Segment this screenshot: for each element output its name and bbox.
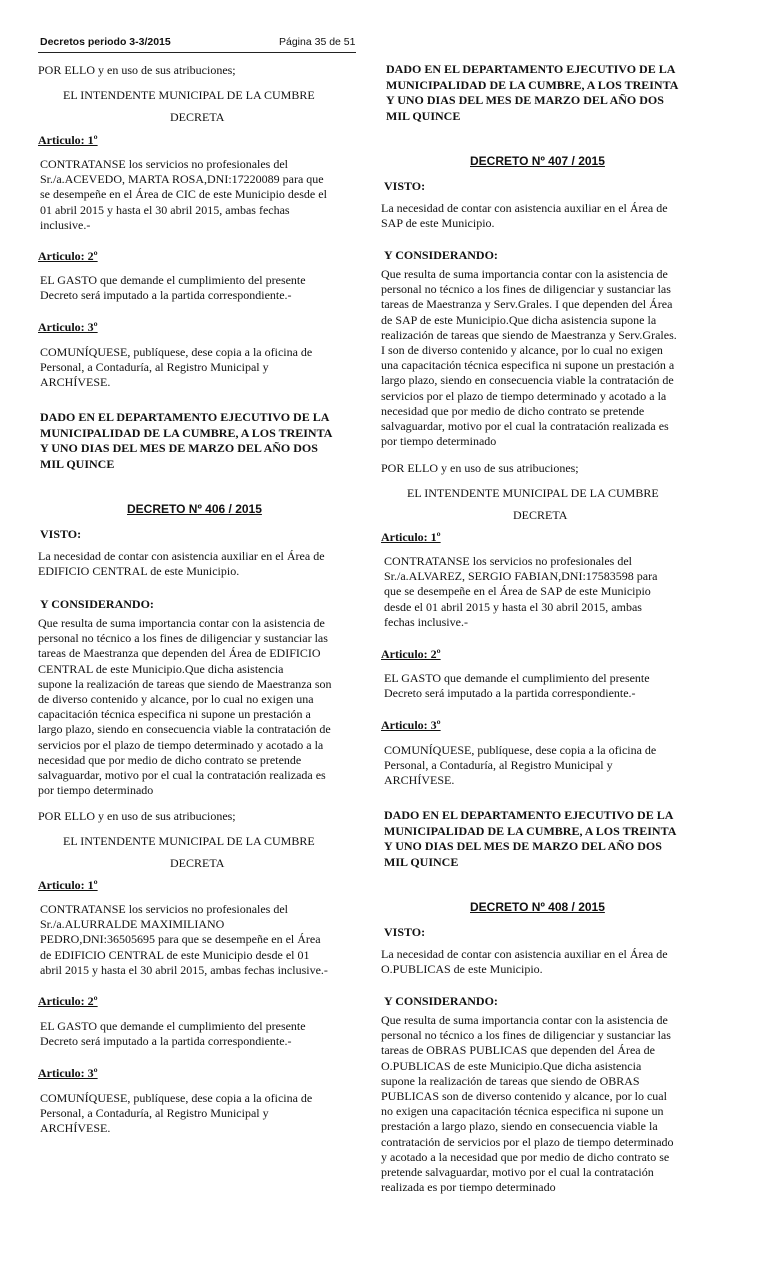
text-line: se desempeñe en el Área de CIC de este Municipio desde el: [40, 187, 327, 202]
text-line: EDIFICIO CENTRAL de este Municipio.: [38, 564, 240, 579]
text-line: DADO EN EL DEPARTAMENTO EJECUTIVO DE LA: [384, 808, 674, 822]
text-line: Personal, a Contaduría, al Registro Municipal y: [40, 360, 269, 375]
text-line: necesidad que por medio de dicho contrato se pretende: [38, 752, 302, 767]
text-line: La necesidad de contar con asistencia auxiliar en el Área de: [381, 947, 668, 961]
page-number: Página 35 de 51: [279, 36, 356, 48]
text-line: CONTRATANSE los servicios no profesionales del: [40, 902, 289, 916]
visto-label: VISTO:: [384, 179, 426, 193]
considerando-text: [381, 267, 677, 449]
article-1-label: Articulo: 1º: [381, 530, 441, 544]
page-header: [38, 35, 356, 53]
text-line: DADO EN EL DEPARTAMENTO EJECUTIVO DE LA: [40, 410, 330, 424]
text-line: largo plazo, siendo en consecuencia viable la contratación de: [381, 373, 674, 388]
article-1-text: [40, 157, 327, 233]
text-line: Y UNO DIAS DEL MES DE MARZO DEL AÑO DOS: [40, 441, 318, 455]
text-line: MIL QUINCE: [386, 108, 461, 123]
article-3-label: Articulo: 3º: [38, 1066, 98, 1080]
por-ello-text: POR ELLO y en uso de sus atribuciones;: [38, 809, 236, 823]
text-line: desde el 01 abril 2015 y hasta el 30 abril 2015, ambas: [384, 599, 642, 614]
text-line: La necesidad de contar con asistencia auxiliar en el Área de: [381, 201, 668, 215]
article-3-text: [40, 1091, 312, 1137]
text-line: tareas de OBRAS PUBLICAS que dependen del Área de: [381, 1043, 655, 1058]
considerando-text: [381, 1013, 674, 1195]
article-1-text: [384, 554, 657, 630]
text-line: tareas de Maestranza que dependen del Área de EDIFICIO: [38, 646, 321, 661]
dado-closing: [40, 410, 332, 472]
decreta-heading: DECRETA: [170, 110, 225, 124]
text-line: I son de diverso contenido y alcance, por lo cual no exigen: [381, 343, 663, 358]
text-line: Y UNO DIAS DEL MES DE MARZO DEL AÑO DOS: [384, 839, 662, 853]
text-line: EL GASTO que demande el cumplimiento del presente: [40, 1019, 306, 1033]
article-3-text: [384, 743, 656, 789]
text-line: prestación a largo plazo, siendo en consecuencia viable la: [381, 1119, 658, 1134]
article-2-text: [40, 273, 306, 303]
text-line: COMUNÍQUESE, publíquese, dese copia a la oficina de: [40, 345, 313, 359]
text-line: CENTRAL de este Municipio.Que dicha asistencia: [38, 661, 284, 676]
text-line: fechas inclusive.-: [384, 614, 468, 629]
text-line: PEDRO,DNI:36505695 para que se desempeñe en el Área: [40, 932, 321, 947]
text-line: capacitación técnica especifica ni supone un prestación a: [38, 707, 311, 722]
text-line: ARCHÍVESE.: [384, 773, 455, 788]
intendente-heading: EL INTENDENTE MUNICIPAL DE LA CUMBRE: [407, 486, 659, 500]
visto-label: VISTO:: [40, 527, 82, 541]
text-line: largo plazo, siendo en consecuencia viable la contratación de: [38, 722, 331, 737]
text-line: abril 2015 y hasta el 30 abril 2015, ambas fechas inclusive.-: [40, 962, 328, 977]
text-line: salvaguardar, motivo por el cual la contratación realizada es: [38, 768, 326, 783]
article-3-label: Articulo: 3º: [381, 718, 441, 732]
text-line: Decreto será imputado a la partida correspondiente.-: [40, 1034, 292, 1049]
text-line: CONTRATANSE los servicios no profesionales del: [40, 157, 289, 171]
article-1-label: Articulo: 1º: [38, 133, 98, 147]
text-line: no exigen una capacitación técnica especifica ni supone un: [381, 1104, 664, 1119]
article-2-label: Articulo: 2º: [38, 994, 98, 1008]
text-line: COMUNÍQUESE, publíquese, dese copia a la oficina de: [384, 743, 657, 757]
dado-closing: [384, 808, 676, 870]
text-line: MIL QUINCE: [384, 854, 459, 869]
visto-text: [38, 549, 325, 579]
intendente-heading: EL INTENDENTE MUNICIPAL DE LA CUMBRE: [63, 834, 315, 848]
decreta-heading: DECRETA: [170, 856, 225, 870]
text-line: y acotado a la necesidad que por medio de dicho contrato se: [381, 1149, 670, 1164]
article-3-text: [40, 345, 312, 391]
text-line: PUBLICAS son de diverso contenido y alcance, por lo cual: [381, 1089, 667, 1104]
article-1-text: [40, 902, 328, 978]
text-line: por tiempo determinado: [38, 783, 154, 798]
text-line: ARCHÍVESE.: [40, 1121, 111, 1136]
text-line: MIL QUINCE: [40, 456, 115, 471]
text-line: contratación de servicios por el plazo de tiempo determinado: [381, 1134, 674, 1149]
text-line: pretende salvaguardar, motivo por el cual la contratación: [381, 1165, 654, 1180]
text-line: de SAP de este Municipio.Que dicha asistencia supone la: [381, 312, 657, 327]
text-line: por tiempo determinado: [381, 434, 497, 449]
text-line: Sr./a.ALURRALDE MAXIMILIANO: [40, 917, 225, 932]
por-ello-text: POR ELLO y en uso de sus atribuciones;: [38, 63, 236, 77]
text-line: inclusive.-: [40, 217, 91, 232]
text-line: servicios por el plazo de tiempo determinado y acotado a la: [38, 737, 324, 752]
article-2-text: [384, 671, 650, 701]
text-line: DADO EN EL DEPARTAMENTO EJECUTIVO DE LA: [386, 62, 676, 76]
text-line: realizada es por tiempo determinado: [381, 1180, 556, 1195]
article-3-label: Articulo: 3º: [38, 320, 98, 334]
text-line: Que resulta de suma importancia contar con la asistencia de: [381, 267, 668, 281]
text-line: La necesidad de contar con asistencia auxiliar en el Área de: [38, 549, 325, 563]
text-line: supone la realización de tareas que siendo de OBRAS: [381, 1073, 640, 1088]
text-line: que se desempeñe en el Área de SAP de este Municipio: [384, 584, 651, 599]
article-2-label: Articulo: 2º: [381, 647, 441, 661]
decree-title: DECRETO Nº 406 / 2015: [127, 502, 262, 516]
visto-text: [381, 947, 668, 977]
document-title: Decretos periodo 3-3/2015: [40, 36, 171, 48]
text-line: EL GASTO que demande el cumplimiento del presente: [384, 671, 650, 685]
article-2-label: Articulo: 2º: [38, 249, 98, 263]
text-line: Que resulta de suma importancia contar con la asistencia de: [38, 616, 325, 630]
text-line: MUNICIPALIDAD DE LA CUMBRE, A LOS TREINTA: [40, 425, 333, 440]
decree-title: DECRETO Nº 407 / 2015: [470, 154, 605, 168]
text-line: SAP de este Municipio.: [381, 216, 495, 231]
text-line: de EDIFICIO CENTRAL de este Municipio desde el 01: [40, 947, 310, 962]
text-line: Sr./a.ALVAREZ, SERGIO FABIAN,DNI:17583598 para: [384, 569, 658, 584]
text-line: una capacitación técnica especifica ni supone un prestación a: [381, 358, 675, 373]
text-line: personal no técnico a los fines de diligenciar y sustanciar las: [381, 282, 671, 297]
text-line: salvaguardar, motivo por el cual la contratación realizada es: [381, 419, 669, 434]
text-line: Decreto será imputado a la partida correspondiente.-: [384, 686, 636, 701]
por-ello-text: POR ELLO y en uso de sus atribuciones;: [381, 461, 579, 475]
visto-text: [381, 201, 668, 231]
text-line: MUNICIPALIDAD DE LA CUMBRE, A LOS TREINTA: [386, 77, 679, 92]
considerando-label: Y CONSIDERANDO:: [384, 994, 498, 1008]
text-line: de diverso contenido y alcance, por lo cual no exigen una: [38, 692, 314, 707]
text-line: Decreto será imputado a la partida correspondiente.-: [40, 288, 292, 303]
text-line: Sr./a.ACEVEDO, MARTA ROSA,DNI:17220089 para que: [40, 172, 324, 187]
text-line: EL GASTO que demande el cumplimiento del presente: [40, 273, 306, 287]
text-line: Y UNO DIAS DEL MES DE MARZO DEL AÑO DOS: [386, 93, 664, 107]
considerando-text: [38, 616, 332, 798]
text-line: O.PUBLICAS de este Municipio.Que dicha asistencia: [381, 1058, 642, 1073]
text-line: COMUNÍQUESE, publíquese, dese copia a la oficina de: [40, 1091, 313, 1105]
text-line: MUNICIPALIDAD DE LA CUMBRE, A LOS TREINTA: [384, 823, 677, 838]
text-line: Personal, a Contaduría, al Registro Municipal y: [384, 758, 613, 773]
text-line: 01 abril 2015 y hasta el 30 abril 2015, ambas fechas: [40, 202, 290, 217]
decreta-heading: DECRETA: [513, 508, 568, 522]
decree-title: DECRETO Nº 408 / 2015: [470, 900, 605, 914]
text-line: personal no técnico a los fines de diligenciar y sustanciar las: [38, 631, 328, 646]
text-line: personal no técnico a los fines de diligenciar y sustanciar las: [381, 1028, 671, 1043]
text-line: O.PUBLICAS de este Municipio.: [381, 962, 543, 977]
text-line: supone la realización de tareas que siendo de Maestranza son: [38, 676, 332, 691]
considerando-label: Y CONSIDERANDO:: [40, 597, 154, 611]
text-line: necesidad que por medio de dicho contrato se pretende: [381, 403, 645, 418]
text-line: tareas de Maestranza y Serv.Grales. I que dependen del Área: [381, 297, 673, 312]
visto-label: VISTO:: [384, 925, 426, 939]
dado-closing: [386, 62, 678, 124]
text-line: servicios por el plazo de tiempo determinado y acotado a la: [381, 388, 667, 403]
text-line: CONTRATANSE los servicios no profesionales del: [384, 554, 633, 568]
article-2-text: [40, 1019, 306, 1049]
text-line: ARCHÍVESE.: [40, 375, 111, 390]
article-1-label: Articulo: 1º: [38, 878, 98, 892]
text-line: Personal, a Contaduría, al Registro Municipal y: [40, 1106, 269, 1121]
text-line: realización de tareas que siendo de Maestranza y Serv.Grales.: [381, 327, 677, 342]
text-line: Que resulta de suma importancia contar con la asistencia de: [381, 1013, 668, 1027]
intendente-heading: EL INTENDENTE MUNICIPAL DE LA CUMBRE: [63, 88, 315, 102]
considerando-label: Y CONSIDERANDO:: [384, 248, 498, 262]
